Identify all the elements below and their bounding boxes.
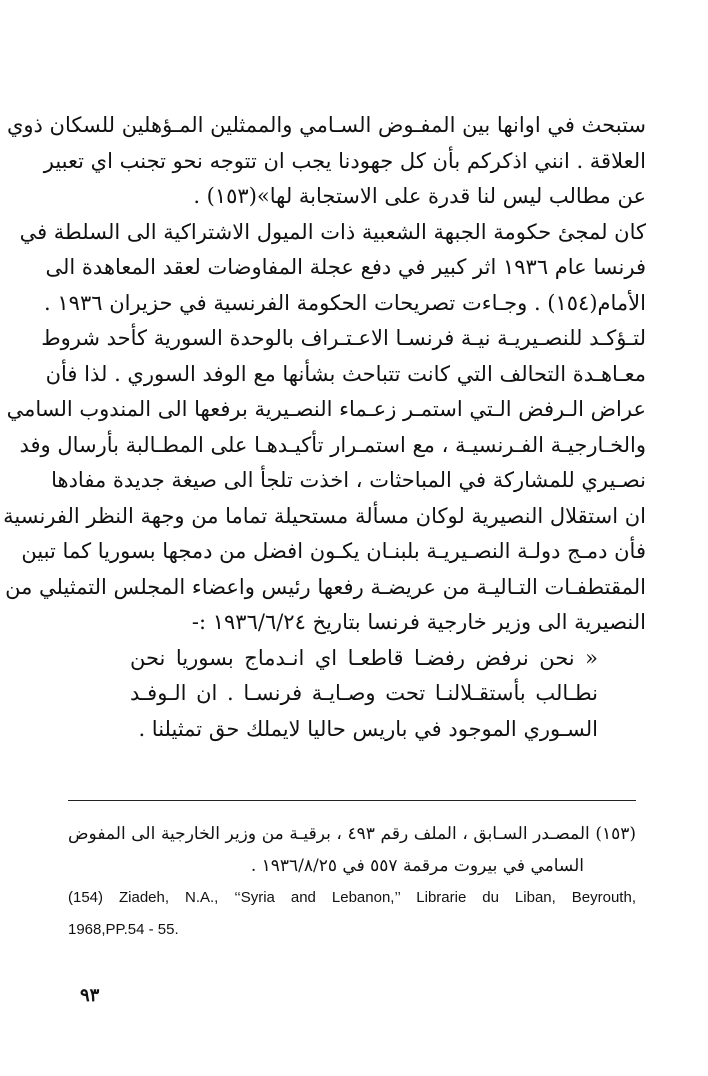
text-line: النصيرية الى وزير خارجية فرنسا بتاريخ ١٩٣٦/٦/٢٤ :- (191, 610, 646, 634)
block-quote (66, 641, 646, 748)
text-line: الأمام(١٥٤) . وجـاءت تصريحات الحكومة الفرنسية في حزيران ١٩٣٦ . (44, 290, 646, 315)
page-number: ٩٣ (80, 985, 100, 1006)
text-line: فأن دمـج دولـة النصـيريـة بلبنـان يكـون افضل من دمجها بسوريا كما تبين (21, 539, 646, 563)
text-line: فرنسا عام ١٩٣٦ اثر كبير في دفع عجلة المفاوضات لعقد المعاهدة الى (45, 255, 646, 279)
footnote-divider (68, 800, 636, 801)
text-line: المقتطفـات التـاليـة من عريضـة رفعها رئيس واعضاء المجلس التمثيلي من (5, 574, 646, 599)
text-line: عراض الـرفض الـتي استمـر زعـماء النصـيرية برفعها الى المندوب السامي (6, 397, 646, 421)
footnote-153-line-1: (١٥٣) المصـدر السـابق ، الملف رقم ٤٩٣ ، برقيـة من وزير الخارجية الى المفوض (68, 824, 637, 844)
text-line: نصـيري للمشاركة في المباحثات ، اخذت تلجأ الى صيغة جديدة مفادها (51, 468, 646, 492)
quote-line: « نحن نرفض رفضـا قاطعـا اي انـدماج بسوريا نحن (130, 645, 598, 670)
text-line: عن مطالب ليس لنا قدرة على الاستجابة لها»(١٥٣) . (193, 184, 646, 208)
quote-line: السـوري الموجود في باريس حاليا لايملك حق تمثيلنا . (138, 716, 598, 741)
quote-line: نطـالب بأستقـلالنـا تحت وصـايـة فرنسـا . ان الـوفـد (130, 681, 598, 705)
footnotes (68, 818, 636, 946)
text-line: لتـؤكـد للنصـيريـة نيـة فرنسـا الاعـتـراف بالوحدة السورية كأحد شروط (41, 326, 646, 350)
footnote-153-line-2: السامي في بيروت مرقمة ٥٥٧ في ١٩٣٦/٨/٢٥ . (250, 856, 584, 876)
text-line: ان استقلال النصيرية لوكان مسألة مستحيلة تماما من وجهة النظر الفرنسية (3, 503, 646, 528)
text-line: معـاهـدة التحالف التي كانت تتباحث بشأنها مع الوفد السوري . لذا فأن (45, 361, 646, 386)
footnote-154-line-1: (154) Ziadeh, N.A., ‘‘Syria and Lebanon,’’ Librarie du Liban, Beyrouth, (68, 889, 636, 906)
text-line: العلاقة . انني اذكركم بأن كل جهودنا يجب ان تتوجه نحو تجنب اي تعبير (43, 148, 646, 173)
text-line: والخـارجيـة الفـرنسيـة ، مع استمـرار تأكيـدهـا على المطـالبة بأرسال وفد (19, 432, 646, 457)
text-line: ستبحث في اوانها بين المفـوض السـامي والممثلين المـؤهلين للسكان ذوي (6, 113, 646, 137)
body-text (3, 108, 646, 747)
footnote-154-line-2: 1968,PP.54 - 55. (68, 921, 179, 938)
text-line: كان لمجئ حكومة الجبهة الشعبية ذات الميول الاشتراكية الى السلطة في (19, 219, 646, 244)
